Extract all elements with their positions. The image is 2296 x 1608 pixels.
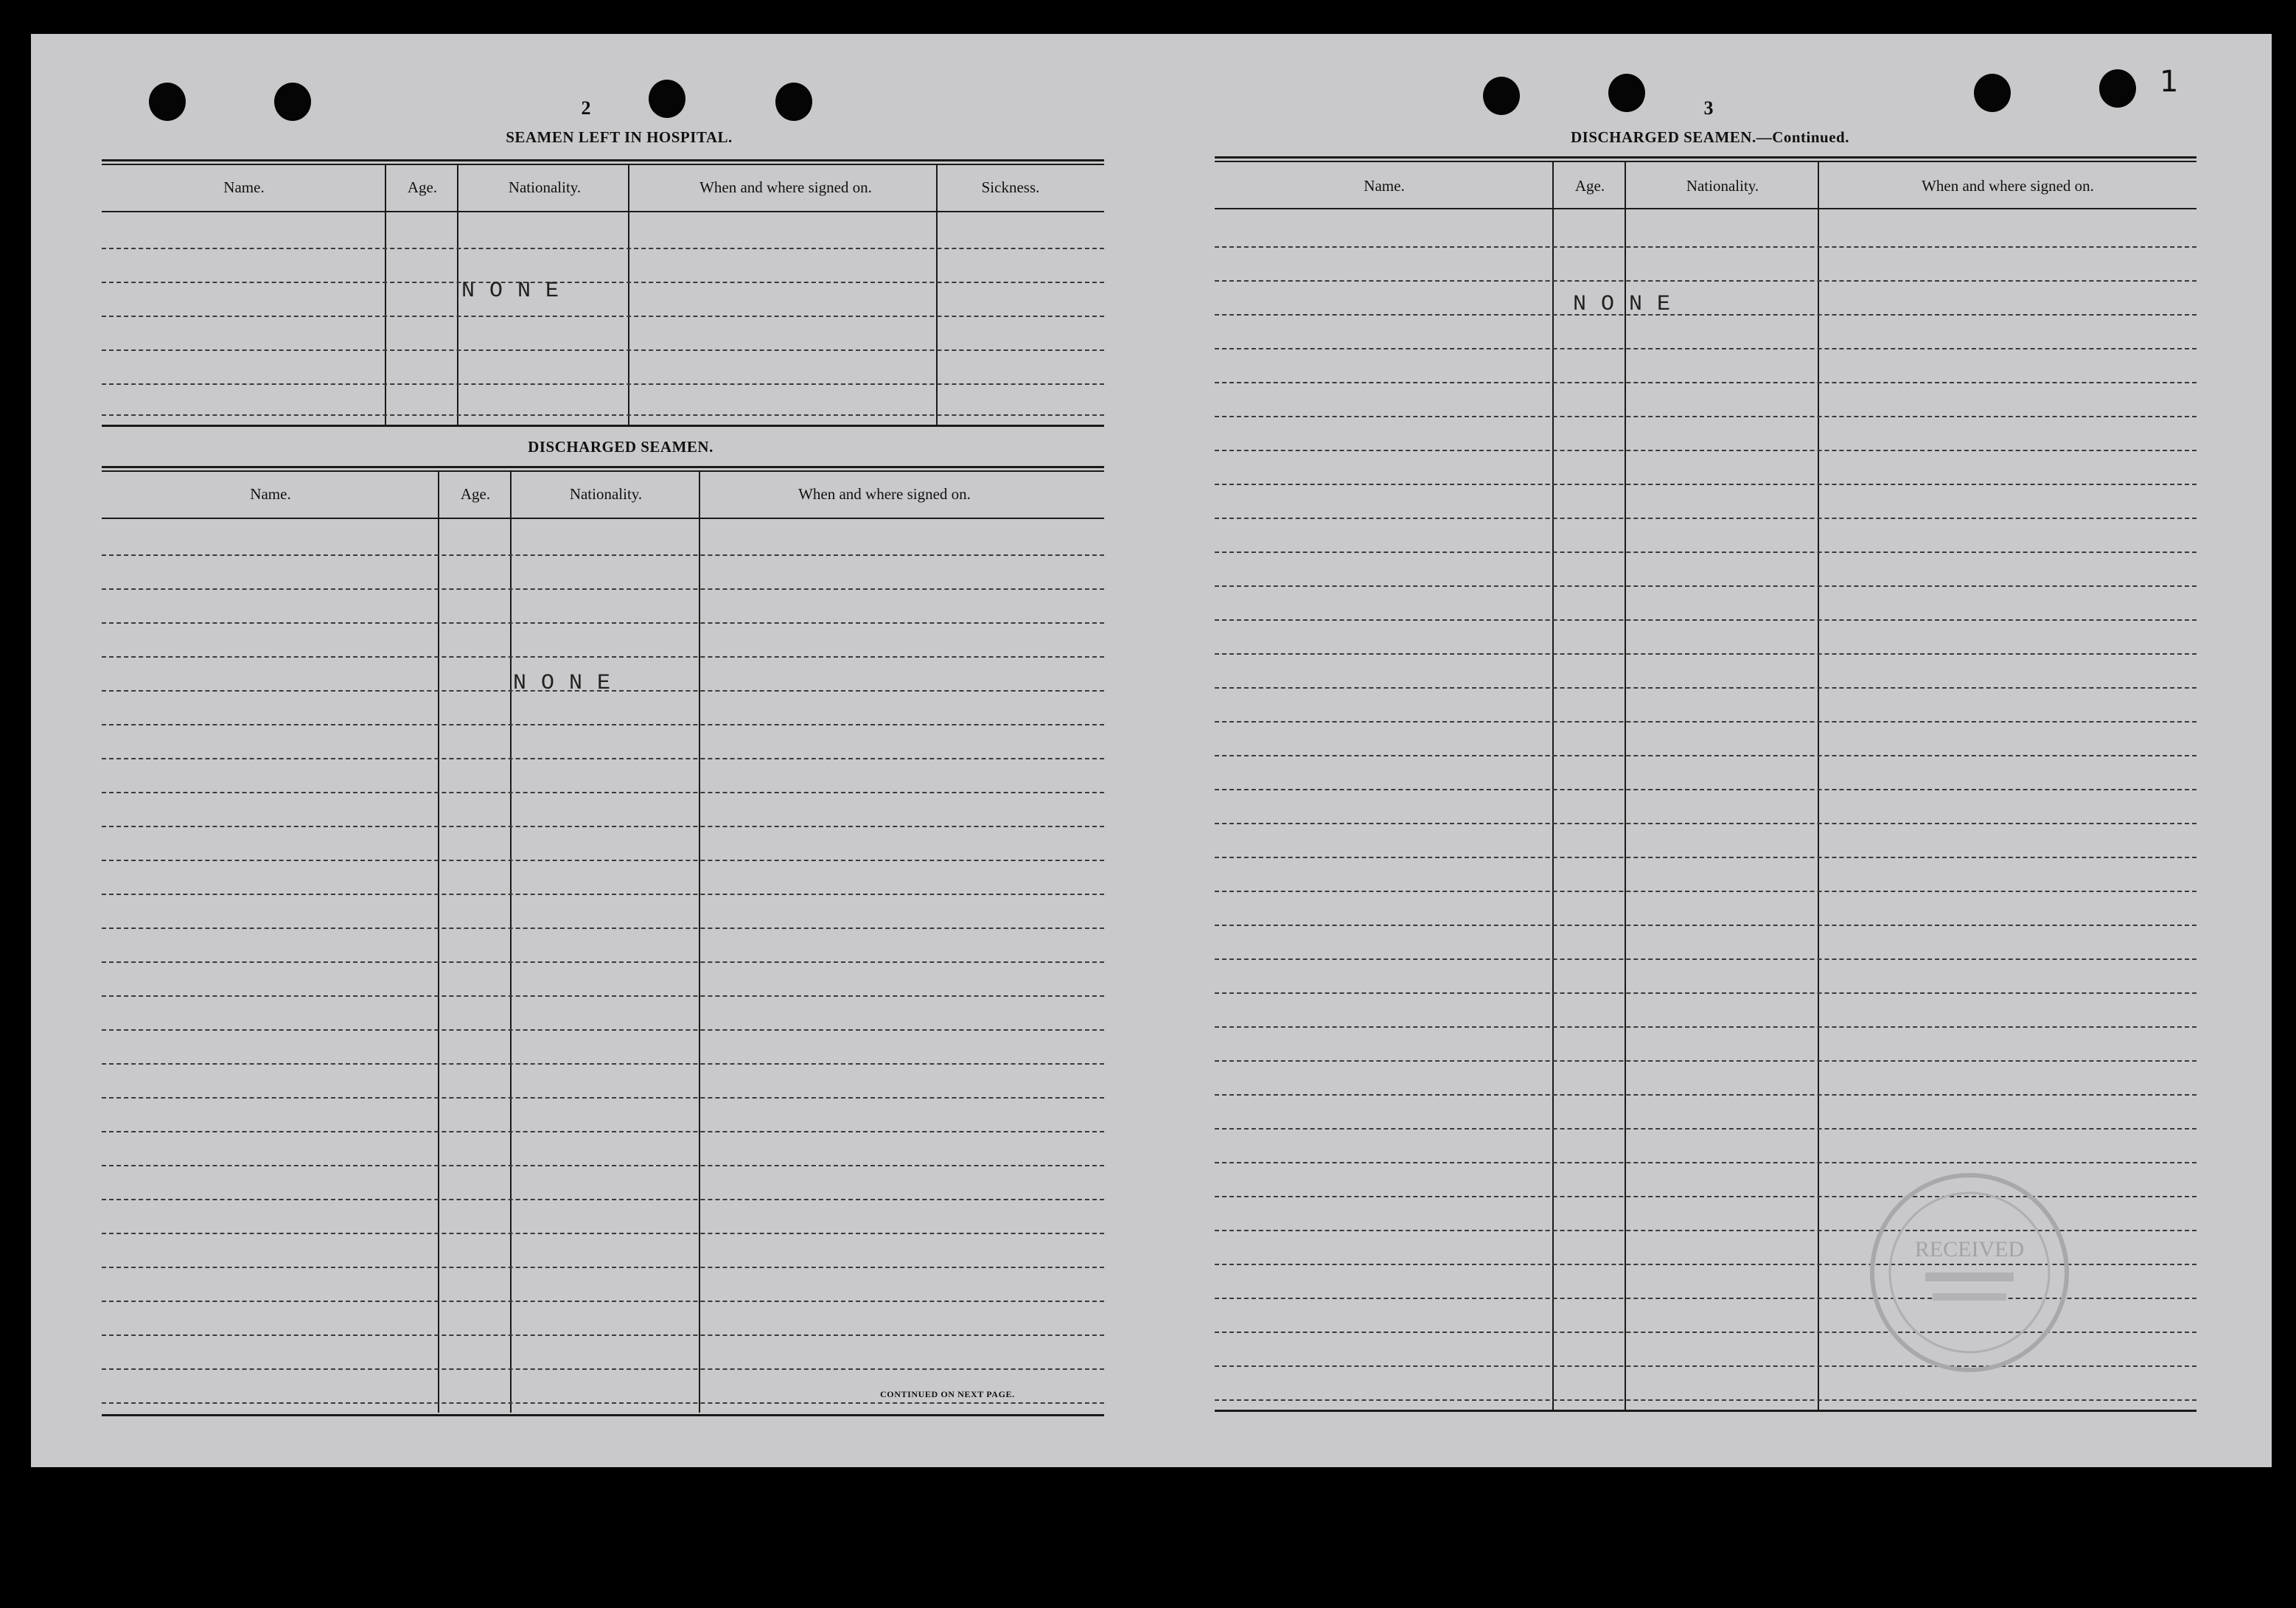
right-entry-line [1215,1026,2196,1028]
hospital-entry-line [102,316,1104,317]
hospital-table-top-rule [102,159,1104,161]
page-number-right: 3 [1703,97,1714,119]
right-entry-line [1215,518,2196,519]
discharged-entry-line [102,826,1104,827]
discharged-col-name: Name. [250,485,291,503]
discharged-continued-title: DISCHARGED SEAMEN.—Continued. [1571,128,1849,146]
discharged-table-bottom-rule [102,1414,1104,1416]
right-entry-line [1215,925,2196,926]
right-col-signed-on: When and where signed on. [1922,177,2094,195]
hospital-entry-line [102,248,1104,249]
pencil-mark: 1 [2160,65,2179,99]
right-entry-line [1215,484,2196,485]
right-col-age: Age. [1574,177,1605,195]
hospital-section-title: SEAMEN LEFT IN HOSPITAL. [506,128,733,146]
discharged-entry-line [102,1233,1104,1234]
discharged-entry-line [102,1029,1104,1031]
discharged-entry-line [102,1097,1104,1099]
hospital-col-signed-on: When and where signed on. [699,178,872,196]
right-entry-line [1215,823,2196,824]
right-entry-line [1215,1128,2196,1130]
right-entry-line [1215,348,2196,349]
discharged-entry-line [102,1131,1104,1132]
discharged-entry-line [102,1165,1104,1166]
right-entry-line [1215,958,2196,960]
hospital-col-age: Age. [407,178,438,196]
discharged-entry-line [102,622,1104,624]
discharged-entry-line [102,1199,1104,1200]
discharged-entry-line [102,995,1104,997]
received-stamp [1852,1162,2087,1383]
discharged-entry-line [102,894,1104,895]
right-entry-line [1215,619,2196,621]
right-entry-line [1215,755,2196,756]
hospital-table-bottom-rule [102,425,1104,427]
hospital-col-nationality: Nationality. [508,178,582,196]
punch-hole [1608,74,1645,112]
right-entry-line [1215,585,2196,587]
discharged-entry-line [102,554,1104,556]
discharged-divider [510,470,512,1413]
hospital-entry-line [102,414,1104,416]
hospital-divider [385,164,386,426]
hospital-table-top-rule-2 [102,164,1104,165]
discharged-entry-line [102,1267,1104,1268]
discharged-divider [699,470,700,1413]
discharged-col-nationality: Nationality. [569,485,643,503]
page-number-left: 2 [581,97,591,119]
discharged-col-age: Age. [460,485,491,503]
punch-hole [649,80,685,118]
hospital-divider [628,164,629,426]
discharged-entry-line [102,1301,1104,1302]
hospital-col-name: Name. [223,178,265,196]
discharged-entry-line [102,758,1104,759]
discharged-col-signed-on: When and where signed on. [798,485,971,503]
hospital-entry-line [102,383,1104,385]
right-entry-line [1215,246,2196,248]
punch-hole [149,83,186,121]
discharged-divider [438,470,439,1413]
discharged-table-top-rule-2 [102,470,1104,472]
right-entry-line [1215,280,2196,282]
right-entry-line [1215,653,2196,655]
discharged-entry-line [102,1368,1104,1370]
right-col-nationality: Nationality. [1686,177,1759,195]
discharged-entry-line [102,860,1104,861]
hospital-divider [457,164,458,426]
right-entry-line [1215,1094,2196,1096]
hospital-entry-line [102,349,1104,351]
punch-hole [274,83,311,121]
discharged-entry-line [102,1334,1104,1336]
discharged-entry-line [102,927,1104,929]
discharged-header-rule [102,518,1104,519]
discharged-entry-line [102,588,1104,590]
right-none-entry: N O N E [1573,292,1672,317]
document-sheet [31,34,2272,1467]
punch-hole [1974,74,2011,112]
discharged-entry-line [102,792,1104,793]
hospital-col-sickness: Sickness. [981,178,1040,196]
discharged-entry-line [102,1402,1104,1404]
hospital-header-rule [102,211,1104,212]
discharged-section-title: DISCHARGED SEAMEN. [528,438,713,456]
discharged-entry-line [102,656,1104,658]
right-entry-line [1215,1399,2196,1401]
right-entry-line [1215,416,2196,417]
discharged-entry-line [102,724,1104,725]
punch-hole [1483,77,1520,115]
right-table-top-rule [1215,156,2196,159]
right-entry-line [1215,382,2196,383]
hospital-none-entry: N O N E [461,279,560,304]
right-entry-line [1215,687,2196,689]
right-entry-line [1215,721,2196,723]
hospital-divider [936,164,938,426]
right-col-name: Name. [1364,177,1405,195]
discharged-none-entry: N O N E [513,671,612,696]
right-table-bottom-rule [1215,1410,2196,1412]
discharged-entry-line [102,1063,1104,1065]
hospital-entry-line [102,282,1104,283]
right-entry-line [1215,891,2196,892]
continued-note: CONTINUED ON NEXT PAGE. [880,1389,1015,1399]
discharged-table-top-rule [102,466,1104,468]
right-entry-line [1215,992,2196,994]
punch-hole [2099,69,2136,108]
punch-hole [775,83,812,121]
right-entry-line [1215,857,2196,858]
right-entry-line [1215,1060,2196,1062]
right-table-top-rule-2 [1215,161,2196,162]
right-entry-line [1215,450,2196,451]
stamp-text: RECEIVED [1914,1237,2025,1261]
right-entry-line [1215,551,2196,553]
right-header-rule [1215,208,2196,209]
right-entry-line [1215,789,2196,790]
discharged-entry-line [102,961,1104,963]
right-entry-line [1215,314,2196,316]
